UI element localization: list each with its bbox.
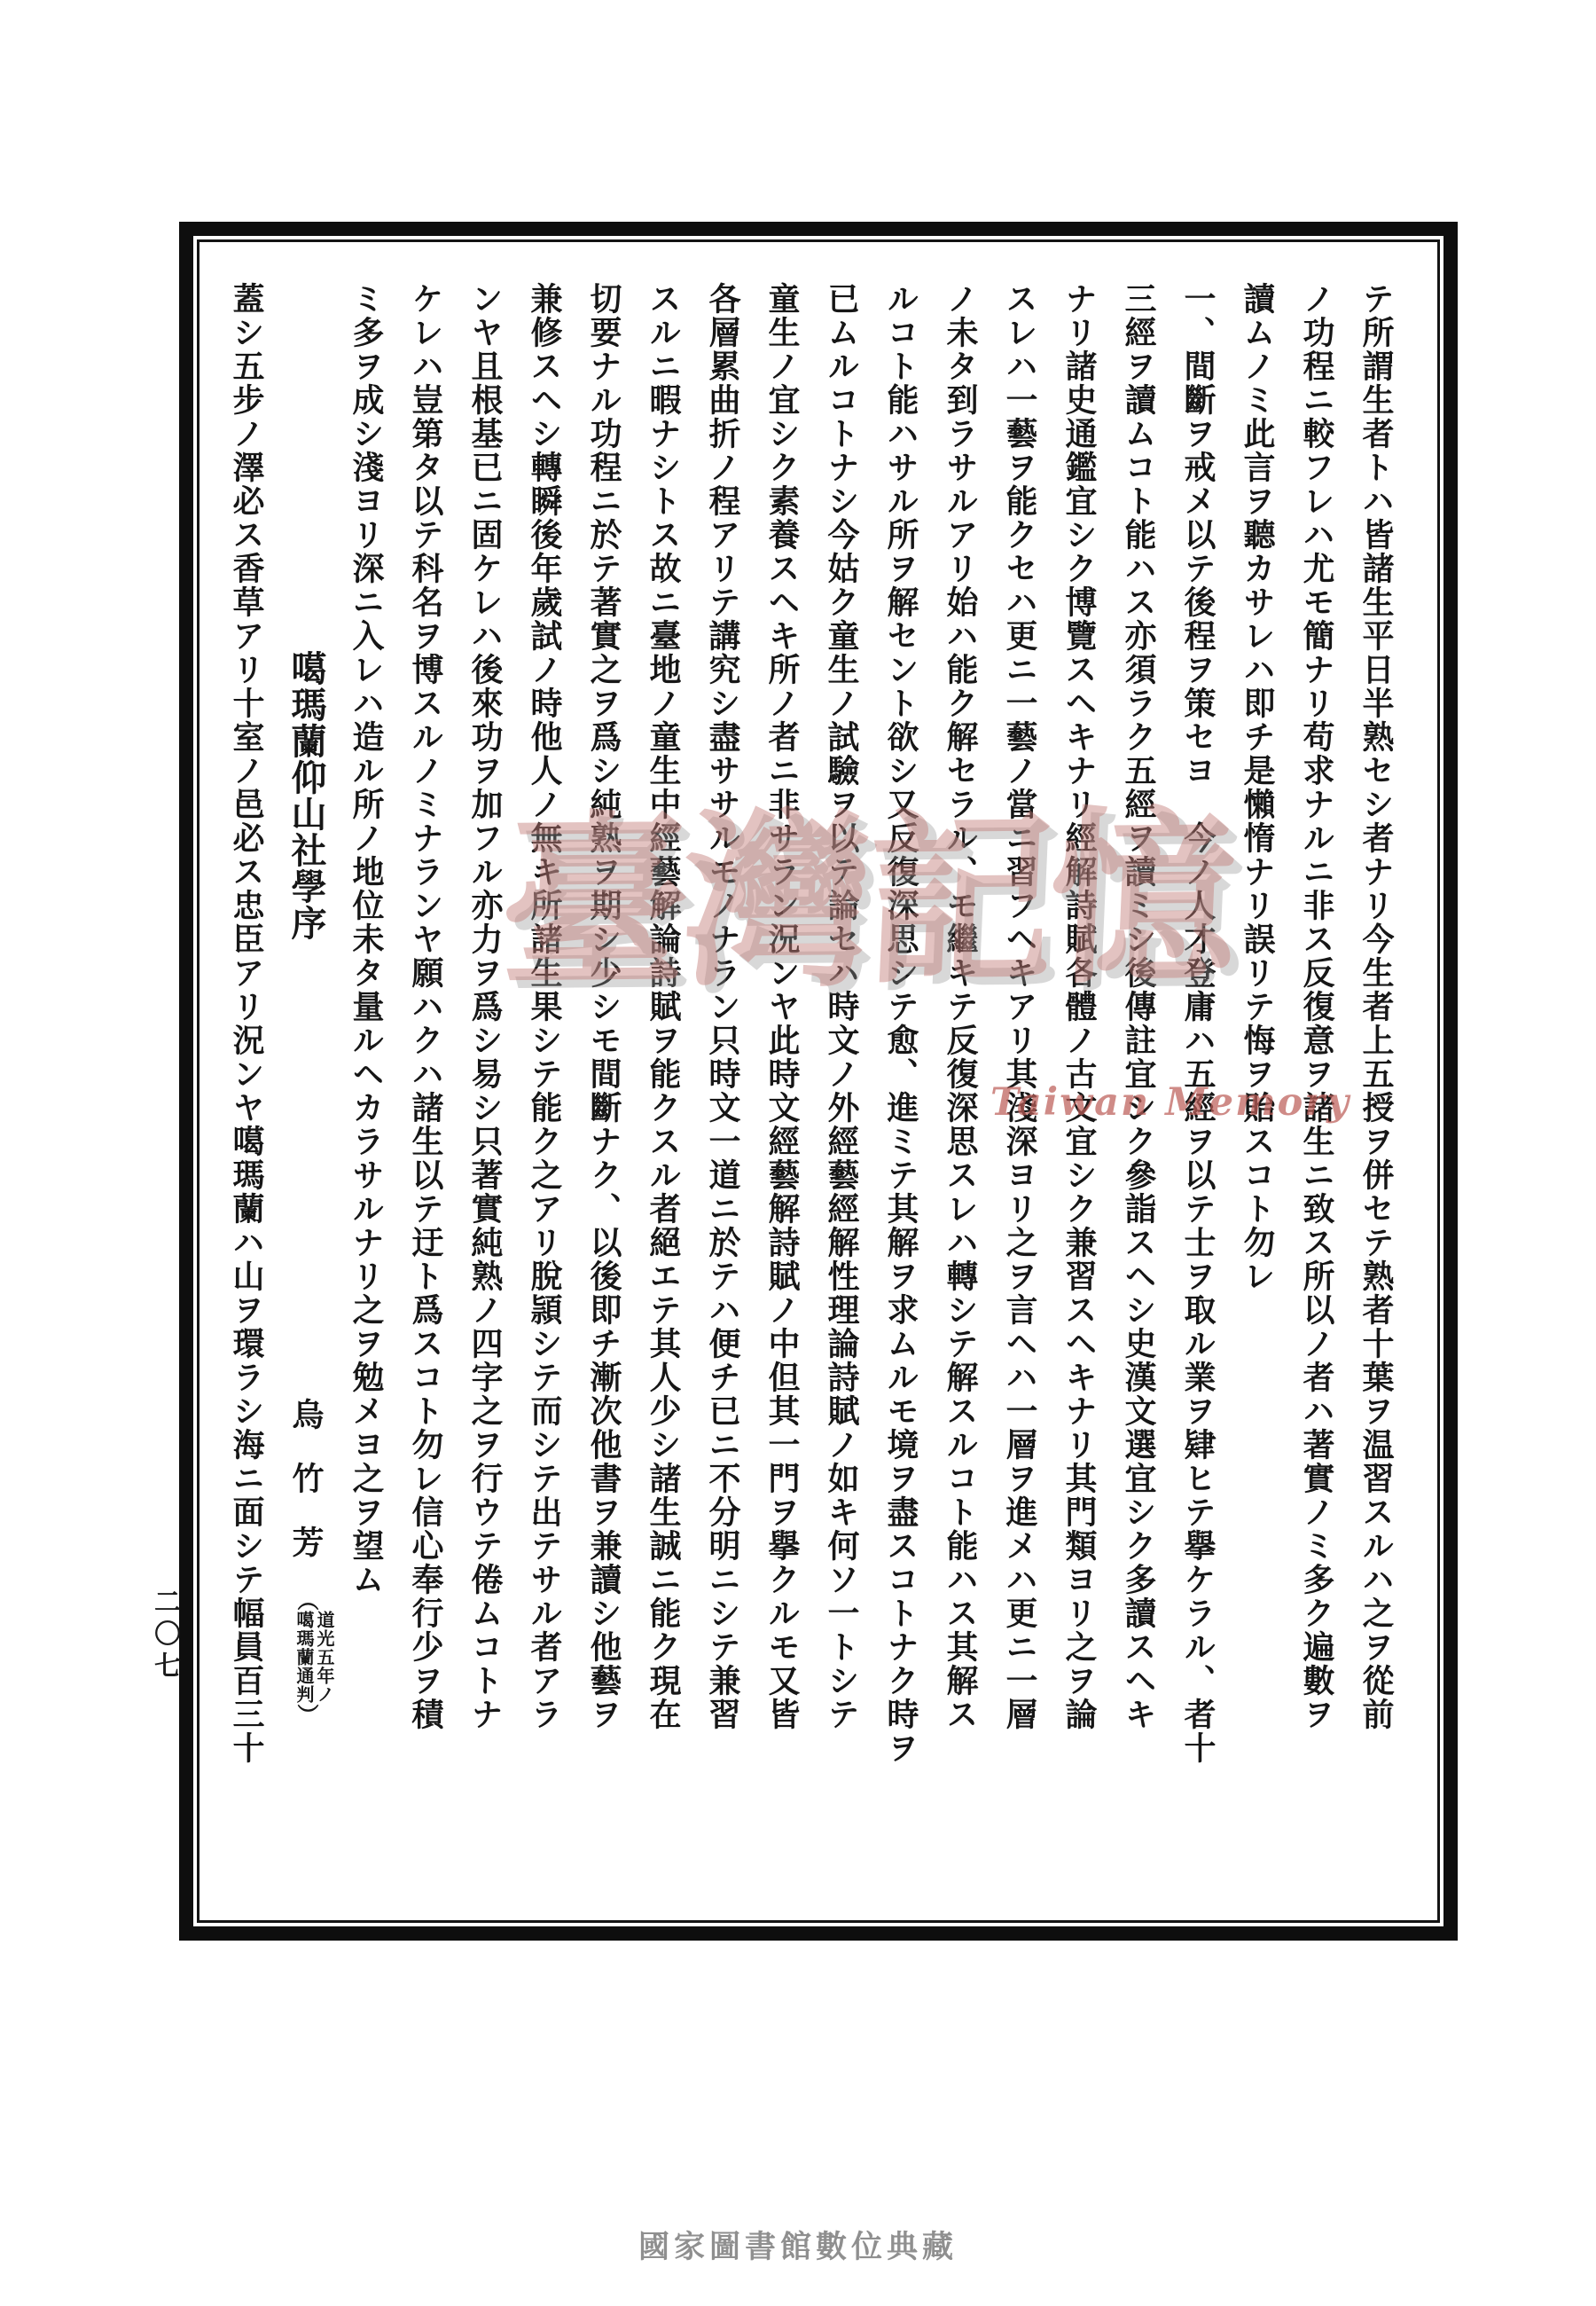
section-title-column xyxy=(276,282,336,1923)
text-column: ケレハ豈第タ以テ科名ヲ博スルノミナランヤ願ハクハ諸生以テ迂ト爲スコト勿レ信心奉行少ヲ積 xyxy=(407,282,444,1731)
author-name: 烏竹芳 xyxy=(287,1398,325,1589)
text-column: 三經ヲ讀ムコト能ハス亦須ラク五經ヲ讀ミシ後傳註宜シク參詣スヘシ史漢文選宜シク多讀スヘキ xyxy=(1120,282,1157,1731)
text-column: スレハ一藝ヲ能クセハ更ニ一藝ノ當ニ習フヘキアリ其淺深ヨリ之ヲ言ヘハ一層ヲ進メハ更ニ一層 xyxy=(1001,282,1038,1731)
document-text-block xyxy=(207,282,1405,1923)
text-column: ノ功程ニ較フレハ尤モ簡ナリ苟求ナルニ非ス反復意ヲ諸生ニ致ス所以ノ者ハ著實ノミ多ク遍數ヲ xyxy=(1298,282,1335,1731)
author-note-line: 噶瑪蘭通判 xyxy=(293,1611,315,1704)
text-column: ンヤ且根基已ニ固ケレハ後來功ヲ加フル亦力ヲ爲シ易シ只著實純熟ノ四字之ヲ行ウテ倦ムコトナ xyxy=(466,282,504,1731)
text-column: 讀ムノミ此言ヲ聽カサレハ即チ是懶惰ナリ誤リテ悔ヲ貽スコト勿レ xyxy=(1239,282,1276,1293)
text-column: ミ多ヲ成シ淺ヨリ深ニ入レハ造ル所ノ地位未タ量ルヘカラサルナリ之ヲ勉メヨ之ヲ望ム xyxy=(348,282,385,1596)
text-column: テ所謂生者トハ皆諸生平日半熟セシ者ナリ今生者上五授ヲ併セテ熟者十葉ヲ温習スルハ之ヲ從前 xyxy=(1357,282,1395,1731)
author-note-open-paren: （ xyxy=(293,1589,319,1611)
text-column: 兼修スヘシ轉瞬後年歲試ノ時他人ノ無キ所諸生果シテ能ク之アリ脫頴シテ而シテ出テサル者アラ xyxy=(526,282,563,1731)
text-column: 一、間斷ヲ戒メ以テ後程ヲ策セヨ 今ノ人才登庸ハ五經ヲ以テ士ヲ取ル業ヲ肄ヒテ擧ケラル、者十 xyxy=(1179,282,1217,1765)
author-note xyxy=(293,1611,334,1704)
watermark-latin-text: Taiwan Memory xyxy=(990,1080,1350,1125)
text-column: 各層累曲折ノ程アリテ講究シ盡ササルモノナラン只時文一道ニ於テハ便チ已ニ不分明ニシテ兼習 xyxy=(704,282,741,1731)
library-footer-caption: 國家圖書館數位典藏 xyxy=(638,2229,958,2265)
text-column: ノ未タ到ラサルアリ始ハ能ク解セラル、モ繼キテ反復深思スレハ轉シテ解スルコト能ハス其解ス xyxy=(942,282,979,1731)
text-column: スルニ暇ナシトス故ニ臺地ノ童生中經藝解論詩賦ヲ能クスル者絕エテ其人少シ諸生誠ニ能ク現在 xyxy=(645,282,682,1731)
text-column: ルコト能ハサル所ヲ解セント欲シ又反復深思シテ愈、進ミテ其解ヲ求ムルモ境ヲ盡スコトナク時ヲ xyxy=(882,282,919,1765)
page-number: 二〇七 xyxy=(149,1588,180,1683)
text-column: 已ムルコトナシ今姑ク童生ノ試驗ヲ以テ論セハ時文ノ外經藝經解性理論詩賦ノ如キ何ソ一トシテ xyxy=(823,282,860,1731)
text-column: ナリ諸史通鑑宜シク博覽スヘキナリ經解詩賦各體ノ古文宜シク兼習スヘキナリ其門類ヨリ之ヲ論 xyxy=(1060,282,1098,1731)
author-note-line: 道光五年ノ xyxy=(314,1611,335,1704)
author-note-close-paren: ） xyxy=(293,1704,319,1725)
title-indent-spacer xyxy=(306,282,307,650)
section-title: 噶瑪蘭仰山社學序 xyxy=(286,650,327,941)
watermark-cjk-text: 臺灣記憶 xyxy=(496,787,1237,1015)
text-column: 蓋シ五步ノ澤必ス香草アリ十室ノ邑必ス忠臣アリ況ンヤ噶瑪蘭ハ山ヲ環ラシ海ニ面シテ幅員百三十 xyxy=(228,282,265,1765)
author-gap-spacer xyxy=(306,941,307,1398)
text-column: 童生ノ宜シク素養スヘキ所ノ者ニ非サラン況ンヤ此時文經藝解詩賦ノ中但其一門ヲ擧クルモ又皆 xyxy=(763,282,801,1731)
text-column: 切要ナル功程ニ於テ著實之ヲ爲シ純熟ヲ期シ少シモ間斷ナク、以後即チ漸次他書ヲ兼讀シ他藝ヲ xyxy=(585,282,622,1731)
